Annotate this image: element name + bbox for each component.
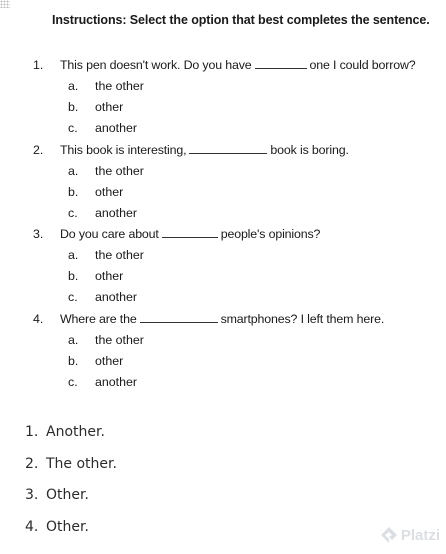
answer-item-1 bbox=[0, 424, 300, 444]
option-2a bbox=[0, 164, 300, 179]
answer-item-4 bbox=[0, 519, 300, 539]
option-letter: b. bbox=[68, 269, 79, 283]
option-text: the other bbox=[95, 164, 144, 178]
answer-blank bbox=[140, 312, 218, 323]
option-text: another bbox=[95, 375, 138, 389]
option-text: other bbox=[95, 354, 124, 368]
option-3a bbox=[0, 248, 300, 263]
option-text: the other bbox=[95, 333, 144, 347]
option-letter: c. bbox=[68, 290, 78, 304]
question-text bbox=[60, 143, 349, 157]
option-letter: a. bbox=[68, 79, 79, 93]
option-text: other bbox=[95, 100, 124, 114]
question-text-before: Where are the bbox=[60, 312, 137, 326]
answer-number: 1. bbox=[25, 424, 39, 440]
answer-number: 3. bbox=[25, 487, 39, 503]
option-1b bbox=[0, 100, 300, 115]
option-letter: a. bbox=[68, 248, 79, 262]
answer-item-3 bbox=[0, 487, 300, 507]
answer-item-2 bbox=[0, 456, 300, 476]
answer-blank bbox=[255, 58, 307, 69]
question-text-before: This pen doesn't work. Do you have bbox=[60, 58, 252, 72]
option-letter: c. bbox=[68, 206, 78, 220]
question-number: 1. bbox=[33, 58, 44, 72]
option-text: other bbox=[95, 185, 124, 199]
option-3b bbox=[0, 269, 300, 284]
answer-text: Other. bbox=[46, 519, 89, 535]
question-text bbox=[60, 58, 415, 72]
option-letter: b. bbox=[68, 185, 79, 199]
answer-blank bbox=[189, 143, 267, 154]
option-letter: c. bbox=[68, 121, 78, 135]
answer-text: Other. bbox=[46, 487, 89, 503]
option-letter: b. bbox=[68, 100, 79, 114]
question-text bbox=[60, 227, 320, 241]
platzi-watermark bbox=[380, 526, 440, 544]
option-text: another bbox=[95, 290, 138, 304]
option-letter: c. bbox=[68, 375, 78, 389]
platzi-logo-icon bbox=[380, 526, 398, 544]
option-3c bbox=[0, 290, 300, 305]
answer-text: The other. bbox=[46, 456, 117, 472]
worksheet-instructions: Instructions: Select the option that best completes the sentence. bbox=[52, 13, 430, 27]
answer-blank bbox=[162, 227, 218, 238]
option-4a bbox=[0, 333, 300, 348]
option-text: other bbox=[95, 269, 124, 283]
option-letter: a. bbox=[68, 333, 79, 347]
option-1c bbox=[0, 121, 300, 136]
answer-number: 4. bbox=[25, 519, 39, 535]
question-text-after: book is boring. bbox=[270, 143, 349, 157]
option-text: the other bbox=[95, 248, 144, 262]
option-letter: a. bbox=[68, 164, 79, 178]
question-number: 4. bbox=[33, 312, 44, 326]
option-2c bbox=[0, 206, 300, 221]
question-number: 3. bbox=[33, 227, 44, 241]
option-text: another bbox=[95, 206, 138, 220]
answer-number: 2. bbox=[25, 456, 39, 472]
answer-text: Another. bbox=[46, 424, 105, 440]
question-text-after: smartphones? I left them here. bbox=[220, 312, 385, 326]
option-4b bbox=[0, 354, 300, 369]
question-text-after: one I could borrow? bbox=[309, 58, 416, 72]
question-text-after: people's opinions? bbox=[220, 227, 321, 241]
question-text-before: This book is interesting, bbox=[60, 143, 187, 157]
question-text-before: Do you care about bbox=[60, 227, 159, 241]
watermark-label: Platzi bbox=[400, 526, 440, 544]
option-4c bbox=[0, 375, 300, 390]
option-2b bbox=[0, 185, 300, 200]
question-number: 2. bbox=[33, 143, 44, 157]
option-letter: b. bbox=[68, 354, 79, 368]
option-1a bbox=[0, 79, 300, 94]
option-text: another bbox=[95, 121, 138, 135]
option-text: the other bbox=[95, 79, 144, 93]
question-text bbox=[60, 312, 384, 326]
